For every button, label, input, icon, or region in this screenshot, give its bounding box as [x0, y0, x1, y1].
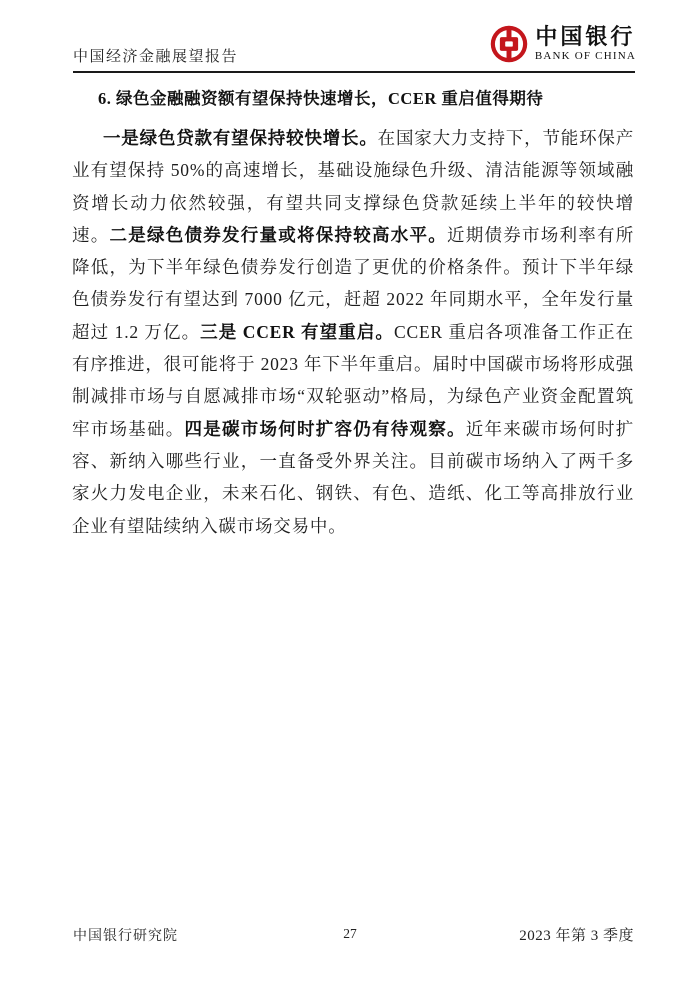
- paragraph-segment-2: 在国家大力支持下，节能环保产业有望保持 50%的高速增长，基础设施绿色升级、清洁能源等领域融资增长动力依然较强，有望共同支撑绿色贷款延续上半年的较快增速。: [72, 128, 635, 245]
- paragraph-segment-5: 三是 CCER 有望重启。: [200, 321, 394, 342]
- section-heading: 6. 绿色金融融资额有望保持快速增长，CCER 重启值得期待: [98, 89, 544, 108]
- bank-name-en: BANK OF CHINA: [534, 50, 636, 62]
- report-title: 中国经济金融展望报告: [73, 49, 239, 65]
- paragraph-segment-1: 一是绿色贷款有望保持较快增长。: [103, 128, 378, 148]
- page-number: 27: [343, 926, 357, 941]
- bank-name-zh: 中国银行: [535, 24, 636, 49]
- paragraph-segment-4: 近期债券市场利率有所降低，为下半年绿色债券发行创造了更优的价格条件。预计下半年绿色债券发行有望达到 7000 亿元，赶超 2022 年同期水平，全年发行量超过 1.2 万亿。: [72, 224, 634, 342]
- boc-logo-text: [535, 25, 636, 63]
- body-paragraph: [72, 122, 634, 542]
- boc-emblem-icon: [490, 25, 528, 63]
- footer-issue: 2023 年第 3 季度: [519, 928, 634, 944]
- paragraph-segment-7: 四是碳市场何时扩容仍有待观察。: [184, 418, 466, 439]
- footer-institute: 中国银行研究院: [73, 929, 178, 944]
- header-rule: [73, 71, 635, 73]
- paragraph-segment-3: 二是绿色债券发行量或将保持较高水平。: [109, 224, 447, 245]
- paragraph-segment-6: CCER 重启各项准备工作正在有序推进，很可能将于 2023 年下半年重启。届时中国碳市场将形成强制减排市场与自愿减排市场“双轮驱动”格局，为绿色产业资金配置筑牢市场基础。: [72, 321, 634, 439]
- paragraph-segment-8: 近年来碳市场何时扩容、新纳入哪些行业，一直备受外界关注。目前碳市场纳入了两千多家火力发电企业，未来石化、钢铁、有色、造纸、化工等高排放行业企业有望陆续纳入碳市场交易中。: [72, 418, 635, 536]
- boc-logo: [490, 25, 636, 63]
